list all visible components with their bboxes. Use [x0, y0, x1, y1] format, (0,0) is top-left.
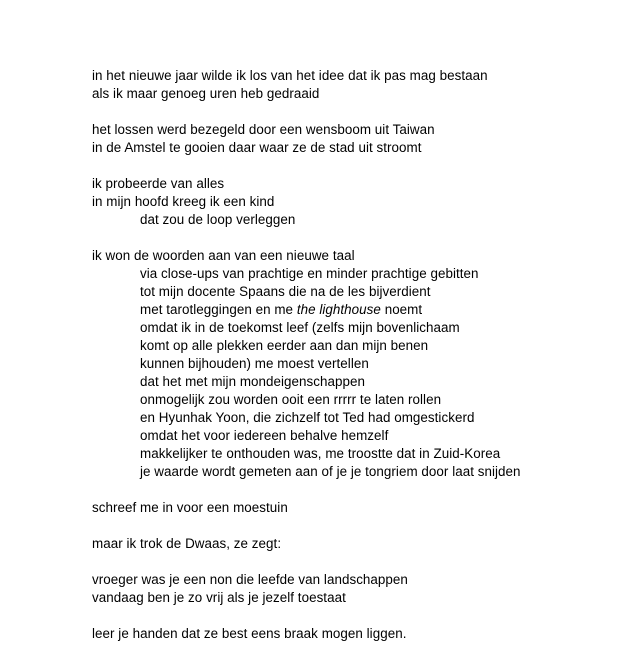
poem-line: komt op alle plekken eerder aan dan mijn benen: [140, 338, 429, 353]
poem-line: makkelijker te onthouden was, me troostte dat in Zuid-Korea: [140, 446, 501, 461]
poem-line: schreef me in voor een moestuin: [92, 500, 288, 515]
poem-line: tot mijn docente Spaans die na de les bijverdient: [140, 284, 431, 299]
poem-line: en Hyunhak Yoon, die zichzelf tot Ted had omgestickerd: [140, 410, 475, 425]
poem-line: je waarde wordt gemeten aan of je je tongriem door laat snijden: [140, 464, 521, 479]
poem-line: vroeger was je een non die leefde van landschappen: [92, 572, 408, 587]
poem-line: [140, 301, 422, 319]
poem-line: ik won de woorden aan van een nieuwe taal: [92, 248, 355, 263]
poem-line: in mijn hoofd kreeg ik een kind: [92, 194, 275, 209]
poem-line-text: met tarotleggingen en me: [140, 302, 297, 317]
poem-line: onmogelijk zou worden ooit een rrrrr te laten rollen: [140, 392, 442, 407]
poem-line: maar ik trok de Dwaas, ze zegt:: [92, 536, 282, 551]
poem-line: vandaag ben je zo vrij als je jezelf toestaat: [92, 590, 346, 605]
poem-line: ik probeerde van alles: [92, 176, 225, 191]
poem-line-text: noemt: [380, 302, 423, 317]
poem-line: in het nieuwe jaar wilde ik los van het idee dat ik pas mag bestaan: [92, 68, 488, 83]
poem-line: het lossen werd bezegeld door een wensboom uit Taiwan: [92, 122, 435, 137]
poem-line: via close-ups van prachtige en minder prachtige gebitten: [140, 266, 479, 281]
poem-line: dat het met mijn mondeigenschappen: [140, 374, 366, 389]
poem-line: dat zou de loop verleggen: [140, 212, 296, 227]
poem-line: kunnen bijhouden) me moest vertellen: [140, 356, 369, 371]
poem-line: omdat ik in de toekomst leef (zelfs mijn bovenlichaam: [140, 320, 460, 335]
poem-line-italic: the lighthouse: [296, 302, 381, 317]
poem-line: als ik maar genoeg uren heb gedraaid: [92, 86, 320, 101]
poem-line: leer je handen dat ze best eens braak mogen liggen.: [92, 626, 407, 641]
poem-line: omdat het voor iedereen behalve hemzelf: [140, 428, 389, 443]
poem-line: in de Amstel te gooien daar waar ze de stad uit stroomt: [92, 140, 422, 155]
